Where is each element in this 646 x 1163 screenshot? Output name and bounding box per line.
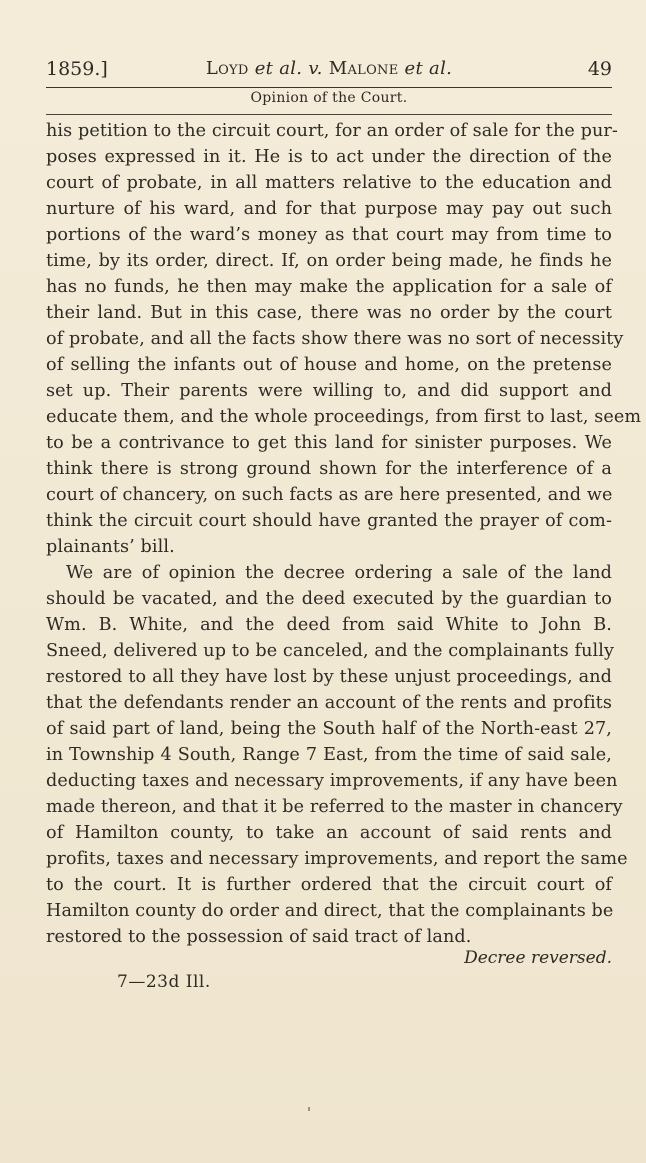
text-line: portions of the ward’s money as that court may from time to xyxy=(46,225,612,245)
text-line: think the circuit court should have granted the prayer of com- xyxy=(46,511,612,531)
text-line: set up. Their parents were willing to, and did support and xyxy=(46,381,612,401)
running-head-year: 1859.] xyxy=(46,58,108,80)
text-line: We are of opinion the decree ordering a sale of the land xyxy=(66,563,612,583)
text-line: court of probate, in all matters relative to the education and xyxy=(46,173,612,193)
page-citation: 7—23d Ill. xyxy=(117,972,211,992)
page-number: 49 xyxy=(587,58,612,80)
running-head-case-title xyxy=(46,58,612,79)
text-line: deducting taxes and necessary improvements, if any have been xyxy=(46,771,618,791)
text-line: nurture of his ward, and for that purpose may pay out such xyxy=(46,199,612,219)
case-party-1: Loyd xyxy=(205,58,249,79)
text-line: court of chancery, on such facts as are here presented, and we xyxy=(46,485,613,505)
header-rule xyxy=(46,87,612,88)
text-line: that the defendants render an account of the rents and profits xyxy=(46,693,612,713)
text-line: their land. But in this case, there was no order by the court xyxy=(46,303,612,323)
text-line: has no funds, he then may make the application for a sale of xyxy=(46,277,612,297)
text-line: restored to the possession of said tract of land. xyxy=(46,927,472,947)
case-etal-2: et al. xyxy=(404,58,453,79)
text-line: Wm. B. White, and the deed from said White to John B. xyxy=(46,615,612,635)
case-versus: v. xyxy=(308,58,323,79)
text-line: in Township 4 South, Range 7 East, from the time of said sale, xyxy=(46,745,612,765)
text-line: poses expressed in it. He is to act under the direction of the xyxy=(46,147,612,167)
opinion-text xyxy=(46,118,642,950)
text-line: Hamilton county do order and direct, that the complainants be xyxy=(46,901,614,921)
text-line: Sneed, delivered up to be canceled, and the complainants fully xyxy=(46,641,615,661)
text-line: think there is strong ground shown for the interference of a xyxy=(46,459,612,479)
text-line: plainants’ bill. xyxy=(46,537,175,557)
text-line: should be vacated, and the deed executed by the guardian to xyxy=(46,589,612,609)
running-head xyxy=(46,54,612,84)
text-line: profits, taxes and necessary improvements, and report the same xyxy=(46,849,628,869)
text-line: of said part of land, being the South half of the North-east 27, xyxy=(46,719,612,739)
case-party-2: Malone xyxy=(328,58,399,79)
text-line: of probate, and all the facts show there was no sort of necessity xyxy=(46,329,624,349)
case-etal-1: et al. xyxy=(254,58,303,79)
text-line: his petition to the circuit court, for an order of sale for the pur- xyxy=(46,121,618,141)
text-line: to the court. It is further ordered that the circuit court of xyxy=(46,875,612,895)
text-line: of Hamilton county, to take an account of said rents and xyxy=(46,823,612,843)
text-line: restored to all they have lost by these unjust proceedings, and xyxy=(46,667,612,687)
text-line: educate them, and the whole proceedings, from first to last, seem xyxy=(46,407,642,427)
paper-speck xyxy=(308,1107,310,1111)
subheading-rule xyxy=(46,114,612,115)
text-line: made thereon, and that it be referred to the master in chancery xyxy=(46,797,623,817)
text-line: time, by its order, direct. If, on order being made, he finds he xyxy=(46,251,612,271)
text-line: of selling the infants out of house and home, on the pretense xyxy=(46,355,612,375)
text-line: to be a contrivance to get this land for sinister purposes. We xyxy=(46,433,612,453)
decree-closing: Decree reversed. xyxy=(464,948,612,968)
section-subheading: Opinion of the Court. xyxy=(250,90,408,106)
